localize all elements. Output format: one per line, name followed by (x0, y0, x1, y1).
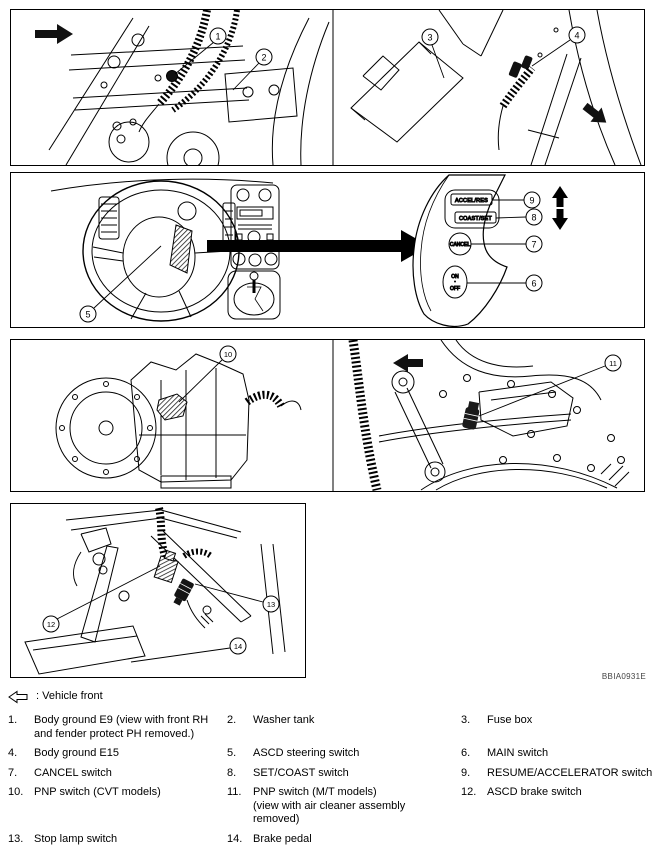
svg-text:9: 9 (529, 195, 535, 206)
legend-text: SET/COAST switch (253, 766, 349, 779)
figure-code: BBIA0931E (601, 672, 646, 681)
legend-item-9 (461, 767, 653, 781)
ascd-brake-switch-area (154, 549, 180, 582)
legend-text: PNP switch (M/T models) (view with air cleaner assembly removed) (253, 786, 406, 825)
legend-text: Body ground E15 (34, 747, 120, 759)
callout-2 (233, 49, 272, 90)
panel-pnp-switches (10, 339, 645, 492)
svg-text:8: 8 (531, 212, 537, 223)
legend-num: 2. (227, 714, 237, 726)
legend-num: 8. (227, 766, 237, 779)
legend-item-5 (227, 747, 461, 761)
legend-text: MAIN switch (487, 747, 549, 759)
pnp-switch-mt (462, 401, 481, 430)
legend-text: CANCEL switch (34, 766, 112, 779)
legend-num: 13. (8, 832, 24, 845)
legend-text: ASCD steering switch (253, 747, 360, 759)
svg-text:11: 11 (609, 358, 617, 368)
callout-14 (131, 638, 246, 662)
svg-text:1: 1 (215, 31, 221, 42)
vehicle-front-arrow-icon (8, 690, 28, 704)
svg-text:COAST/SET: COAST/SET (459, 216, 492, 222)
legend-num: 5. (227, 747, 237, 759)
legend-text: ASCD brake switch (487, 786, 582, 798)
legend-item-10 (8, 786, 227, 827)
legend-text: PNP switch (CVT models) (34, 786, 161, 798)
down-arrow-icon (552, 209, 568, 230)
legend-text: Body ground E9 (view with front RH and fender protect PH removed.) (34, 714, 209, 740)
legend (8, 690, 653, 846)
mt-engine-bay-art (353, 340, 629, 490)
brake-pedal-art (25, 508, 285, 674)
legend-item-6 (461, 747, 653, 761)
legend-grid (8, 714, 653, 846)
front-direction-arrow-icon (35, 24, 73, 44)
legend-num: 11. (227, 786, 242, 798)
legend-num: 4. (8, 747, 18, 759)
svg-text:6: 6 (531, 278, 537, 289)
engine-bay-left-art (35, 10, 333, 165)
cvt-transmission-art (56, 340, 333, 491)
legend-item-12 (461, 786, 653, 827)
callout-12 (43, 566, 160, 632)
svg-text:OFF: OFF (450, 286, 460, 292)
vehicle-front-label: : Vehicle front (36, 690, 103, 703)
steering-pod-art (413, 175, 507, 326)
legend-item-1 (8, 714, 227, 741)
svg-text:7: 7 (531, 239, 537, 250)
rear-direction-arrow-icon (579, 99, 611, 130)
legend-num: 3. (461, 714, 471, 726)
legend-item-3 (461, 714, 653, 741)
legend-num: 9. (461, 766, 471, 779)
legend-item-13 (8, 833, 227, 847)
svg-text:ACCEL/RES: ACCEL/RES (455, 198, 488, 204)
harness-tube (159, 10, 207, 104)
svg-text:5: 5 (85, 309, 91, 320)
legend-text: Brake pedal (253, 832, 312, 845)
up-arrow-icon (552, 186, 568, 207)
legend-num: 14. (227, 832, 243, 845)
callout-4 (532, 27, 585, 66)
legend-item-8 (227, 767, 461, 781)
front-direction-arrow-icon (393, 354, 423, 372)
svg-text:CANCEL: CANCEL (449, 242, 471, 248)
callout-1 (175, 28, 226, 74)
legend-num: 10. (8, 786, 24, 798)
vehicle-front-note (8, 690, 653, 704)
legend-num: 12. (461, 786, 477, 798)
callout-10 (179, 346, 236, 402)
svg-text:12: 12 (46, 619, 56, 629)
svg-text:2: 2 (261, 52, 267, 63)
legend-text: Stop lamp switch (34, 832, 118, 845)
callout-8 (496, 209, 542, 225)
legend-text: Fuse box (487, 714, 533, 726)
body-ground-e9-bolt (167, 71, 178, 82)
svg-text:13: 13 (266, 599, 276, 609)
zoom-arrow-icon (207, 230, 429, 262)
stop-lamp-switch (171, 578, 195, 607)
svg-text:14: 14 (233, 641, 243, 651)
legend-item-2 (227, 714, 461, 741)
panel-body-ground-fusebox (10, 9, 645, 166)
callout-11 (479, 355, 621, 416)
legend-item-14 (227, 833, 461, 847)
legend-item-11 (227, 786, 461, 827)
svg-text:10: 10 (223, 349, 233, 359)
panel-steering-switch (10, 172, 645, 328)
fuse-box-right-art (351, 10, 641, 165)
body-ground-e15-bolt (508, 55, 533, 78)
legend-num: 6. (461, 747, 471, 759)
legend-num: 1. (8, 714, 18, 726)
svg-text:ON: ON (451, 274, 459, 280)
panel-brake-pedal (10, 503, 306, 678)
ascd-steering-switch-area (170, 225, 192, 273)
legend-num: 7. (8, 766, 18, 779)
legend-text: RESUME/ACCELERATOR switch (487, 766, 653, 779)
svg-text:3: 3 (427, 32, 433, 43)
legend-item-7 (8, 767, 227, 781)
legend-item-4 (8, 747, 227, 761)
svg-text:4: 4 (574, 30, 580, 41)
legend-text: Washer tank (253, 714, 315, 726)
callout-13 (195, 584, 279, 612)
